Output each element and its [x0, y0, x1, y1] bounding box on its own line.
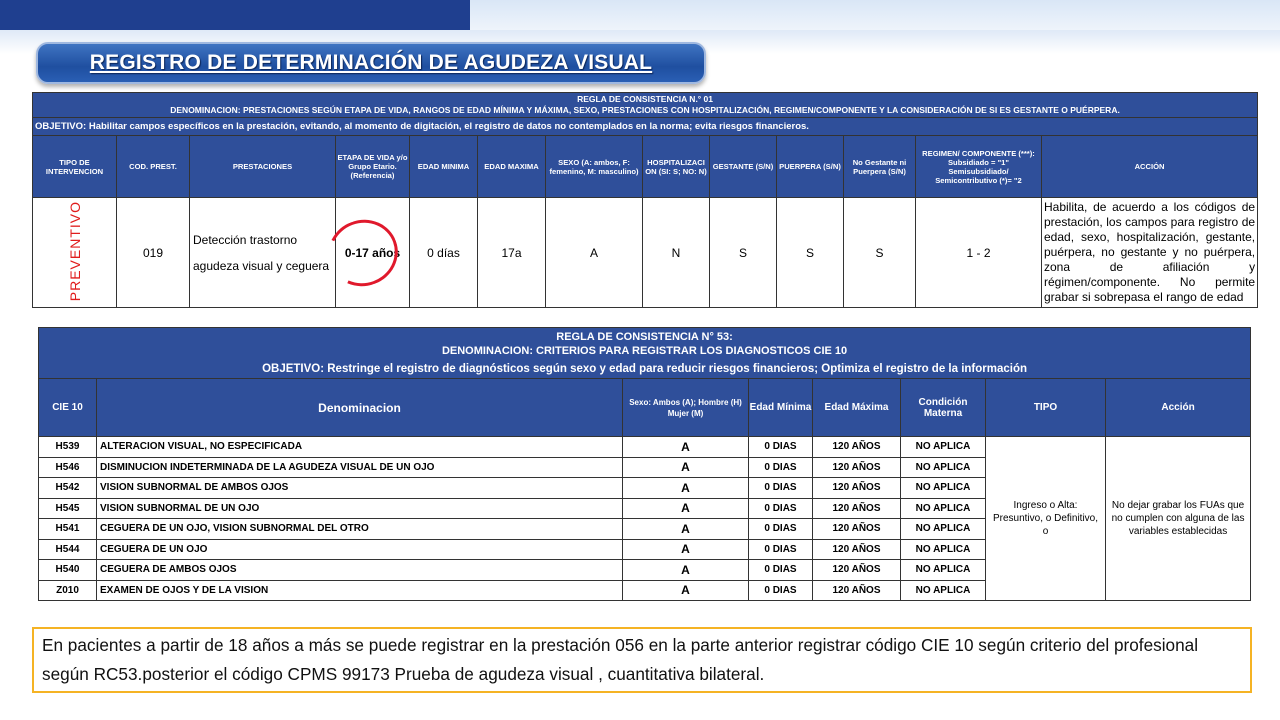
note-box: En pacientes a partir de 18 años a más se puede registrar en la prestación 056 en la parte anterior registrar código CIE 10 según criterio del profesional según RC53.posterior el código CPMS 99173 Prueba de agudeza visual , cuantitativa bilateral.	[32, 627, 1252, 693]
col-cie10: CIE 10	[39, 379, 97, 437]
rule-01-objetivo: OBJETIVO: Habilitar campos específicos en la prestación, evitando, al momento de digitación, el registro de datos no contemplados en la norma; evita riesgos financieros.	[33, 118, 1258, 136]
edad-minima: 0 DIAS	[749, 580, 813, 601]
cell-regimen: 1 - 2	[916, 198, 1042, 308]
edad-maxima: 120 AÑOS	[813, 457, 901, 478]
rule-01-heading: REGLA DE CONSISTENCIA N.° 01	[577, 94, 714, 104]
col-puerpera: PUERPERA (S/N)	[777, 136, 844, 198]
condicion-materna: NO APLICA	[901, 519, 986, 540]
edad-minima: 0 DIAS	[749, 498, 813, 519]
col-tipo: TIPO DE INTERVENCION	[33, 136, 117, 198]
cie-code: H544	[39, 539, 97, 560]
header-band-light	[470, 0, 1280, 30]
edad-maxima: 120 AÑOS	[813, 539, 901, 560]
cell-accion: Habilita, de acuerdo a los códigos de prestación, los campos para registro de edad, sexo, hospitalización, gestante, puérpera, no gestante y no puérpera, zona de afiliación y régimen/componente. No permite grabar si sobrepasa el rango de edad	[1042, 198, 1258, 308]
diagnostico: EXAMEN DE OJOS Y DE LA VISION	[97, 580, 623, 601]
col-no-gestante: No Gestante ni Puerpera (S/N)	[844, 136, 916, 198]
diagnostico: VISION SUBNORMAL DE AMBOS OJOS	[97, 478, 623, 499]
rule-53-denominacion: DENOMINACION: CRITERIOS PARA REGISTRAR LOS DIAGNOSTICOS CIE 10	[441, 345, 848, 357]
cie-code: H539	[39, 437, 97, 458]
sexo: A	[623, 580, 749, 601]
rule-53-heading: REGLA DE CONSISTENCIA N° 53:	[556, 331, 733, 343]
cell-tipo	[33, 198, 117, 308]
col-accion: ACCIÓN	[1042, 136, 1258, 198]
tipo-merged: Ingreso o Alta: Presuntivo, o Definitivo, o	[986, 437, 1106, 601]
condicion-materna: NO APLICA	[901, 580, 986, 601]
rule-01-header	[33, 93, 1258, 118]
col-accion53: Acción	[1106, 379, 1251, 437]
sexo: A	[623, 437, 749, 458]
edad-maxima: 120 AÑOS	[813, 437, 901, 458]
cell-edad-maxima: 17a	[478, 198, 546, 308]
col-etapa: ETAPA DE VIDA y/o Grupo Etario. (Referencia)	[336, 136, 410, 198]
col-prestaciones: PRESTACIONES	[190, 136, 336, 198]
rule-53-header	[39, 328, 1251, 379]
table-row	[33, 198, 1258, 308]
condicion-materna: NO APLICA	[901, 560, 986, 581]
edad-maxima: 120 AÑOS	[813, 560, 901, 581]
col-edad-maxima53: Edad Máxima	[813, 379, 901, 437]
sexo: A	[623, 539, 749, 560]
rule-01-table	[32, 92, 1258, 308]
edad-minima: 0 DIAS	[749, 560, 813, 581]
sexo: A	[623, 498, 749, 519]
etapa-value: 0-17 años	[344, 245, 401, 260]
diagnostico: DISMINUCION INDETERMINADA DE LA AGUDEZA VISUAL DE UN OJO	[97, 457, 623, 478]
col-sexo53: Sexo: Ambos (A); Hombre (H) Mujer (M)	[623, 379, 749, 437]
diagnostico: CEGUERA DE UN OJO	[97, 539, 623, 560]
cell-cod: 019	[117, 198, 190, 308]
edad-maxima: 120 AÑOS	[813, 478, 901, 499]
diagnostico: VISION SUBNORMAL DE UN OJO	[97, 498, 623, 519]
rule-01-denominacion: DENOMINACION: PRESTACIONES SEGÚN ETAPA DE VIDA, RANGOS DE EDAD MÍNIMA Y MÁXIMA, SEXO, PRESTACIONES CON HOSPITALIZACIÓN, REGIMEN/COMPONENTE Y LA CONSIDERACIÓN DE SI ES GESTANTE O PUÉRPERA.	[170, 105, 1120, 115]
cell-gestante: S	[710, 198, 777, 308]
cell-edad-minima: 0 días	[410, 198, 478, 308]
condicion-materna: NO APLICA	[901, 539, 986, 560]
cell-puerpera: S	[777, 198, 844, 308]
diagnostico: CEGUERA DE UN OJO, VISION SUBNORMAL DEL OTRO	[97, 519, 623, 540]
sexo: A	[623, 457, 749, 478]
edad-minima: 0 DIAS	[749, 437, 813, 458]
diagnostico: ALTERACION VISUAL, NO ESPECIFICADA	[97, 437, 623, 458]
rule-53-table	[38, 327, 1251, 601]
sexo: A	[623, 478, 749, 499]
col-cod: COD. PREST.	[117, 136, 190, 198]
cell-etapa	[336, 198, 410, 308]
cell-sexo: A	[546, 198, 643, 308]
col-tipo53: TIPO	[986, 379, 1106, 437]
cell-hospitalizacion: N	[643, 198, 710, 308]
table-row	[39, 437, 1251, 458]
condicion-materna: NO APLICA	[901, 478, 986, 499]
col-condicion-materna: Condición Materna	[901, 379, 986, 437]
cie-code: Z010	[39, 580, 97, 601]
col-edad-maxima: EDAD MAXIMA	[478, 136, 546, 198]
rule-53-objetivo: OBJETIVO: Restringe el registro de diagnósticos según sexo y edad para reducir riesgos financieros; Optimiza el registro de la información	[262, 363, 1028, 375]
cell-prestacion: Detección trastorno agudeza visual y ceguera	[190, 198, 336, 308]
title-banner	[36, 42, 706, 84]
edad-maxima: 120 AÑOS	[813, 519, 901, 540]
col-denominacion: Denominacion	[97, 379, 623, 437]
col-hospitalizacion: HOSPITALIZACI ON (SI: S; NO: N)	[643, 136, 710, 198]
accion-merged: No dejar grabar los FUAs que no cumplen con alguna de las variables establecidas	[1106, 437, 1251, 601]
condicion-materna: NO APLICA	[901, 437, 986, 458]
edad-minima: 0 DIAS	[749, 457, 813, 478]
header-band-dark	[0, 0, 470, 30]
col-edad-minima53: Edad Mínima	[749, 379, 813, 437]
cie-code: H545	[39, 498, 97, 519]
edad-maxima: 120 AÑOS	[813, 580, 901, 601]
condicion-materna: NO APLICA	[901, 498, 986, 519]
cie-code: H542	[39, 478, 97, 499]
edad-maxima: 120 AÑOS	[813, 498, 901, 519]
edad-minima: 0 DIAS	[749, 478, 813, 499]
cie-code: H540	[39, 560, 97, 581]
edad-minima: 0 DIAS	[749, 519, 813, 540]
col-regimen: REGIMEN/ COMPONENTE (***): Subsidiado = "1" Semisubsidiado/ Semicontributivo (*)= "2	[916, 136, 1042, 198]
cell-no-gestante: S	[844, 198, 916, 308]
cie-code: H541	[39, 519, 97, 540]
cie-code: H546	[39, 457, 97, 478]
col-gestante: GESTANTE (S/N)	[710, 136, 777, 198]
condicion-materna: NO APLICA	[901, 457, 986, 478]
page-title: REGISTRO DE DETERMINACIÓN DE AGUDEZA VISUAL	[89, 51, 653, 74]
tipo-value: PREVENTIVO	[66, 200, 83, 302]
col-sexo: SEXO (A: ambos, F: femenino, M: masculino)	[546, 136, 643, 198]
edad-minima: 0 DIAS	[749, 539, 813, 560]
sexo: A	[623, 560, 749, 581]
diagnostico: CEGUERA DE AMBOS OJOS	[97, 560, 623, 581]
sexo: A	[623, 519, 749, 540]
col-edad-minima: EDAD MINIMA	[410, 136, 478, 198]
